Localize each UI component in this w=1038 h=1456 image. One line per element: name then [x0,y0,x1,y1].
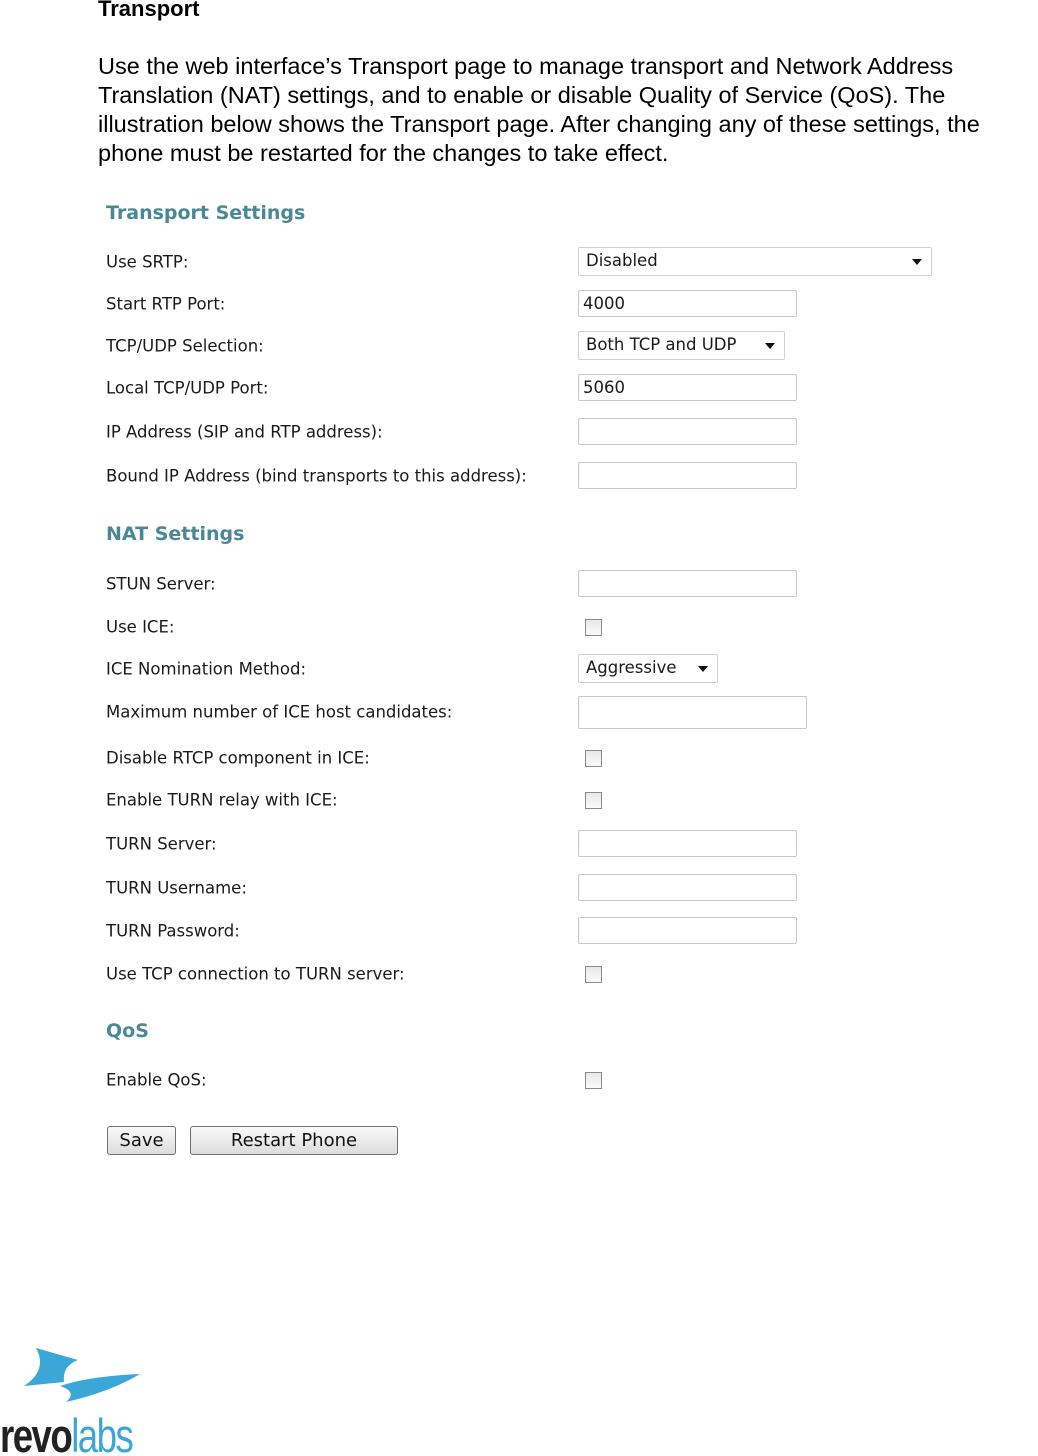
turn-password-label: TURN Password: [106,921,240,941]
use-srtp-value: Disabled [586,251,658,270]
revolabs-logo-text [0,1408,132,1456]
logo-text-labs: labs [71,1409,133,1456]
tcp-udp-value: Both TCP and UDP [586,335,737,354]
intro-paragraph: Use the web interface’s Transport page to manage transport and Network Address Translation (NAT) settings, and to enable or disable Quality of Service (QoS). The illustration below shows the Transport page. After changing any of these settings, the phone must be restarted for the changes to take effect. [98,53,980,166]
use-ice-checkbox[interactable] [585,619,602,636]
section-title: Transport [98,0,200,21]
stun-server-input[interactable] [578,570,797,597]
enable-qos-label: Enable QoS: [106,1070,207,1090]
turn-relay-label: Enable TURN relay with ICE: [106,790,338,810]
enable-qos-checkbox[interactable] [585,1072,602,1089]
turn-server-label: TURN Server: [106,834,217,854]
turn-tcp-checkbox[interactable] [585,966,602,983]
max-ice-input[interactable] [578,696,807,729]
stun-server-label: STUN Server: [106,574,216,594]
bound-ip-input[interactable] [578,462,797,489]
tcp-udp-select[interactable] [578,331,785,360]
qos-heading: QoS [106,1020,149,1042]
turn-password-input[interactable] [578,917,797,944]
turn-username-label: TURN Username: [106,878,247,898]
restart-phone-button[interactable]: Restart Phone [190,1126,398,1155]
chevron-down-icon [765,343,775,349]
nat-settings-heading: NAT Settings [106,523,245,545]
ice-nomination-label: ICE Nomination Method: [106,659,307,679]
chevron-down-icon [698,666,708,672]
tcp-udp-label: TCP/UDP Selection: [106,336,264,356]
ice-nomination-select[interactable] [578,654,718,683]
turn-server-input[interactable] [578,830,797,857]
disable-rtcp-checkbox[interactable] [585,750,602,767]
max-ice-label: Maximum number of ICE host candidates: [106,702,453,722]
logo-text-revo: revo [0,1409,72,1456]
save-button[interactable]: Save [107,1126,176,1155]
turn-tcp-label: Use TCP connection to TURN server: [106,964,405,984]
ip-address-label: IP Address (SIP and RTP address): [106,422,383,442]
ice-nomination-value: Aggressive [586,658,677,677]
use-srtp-select[interactable] [578,247,932,276]
local-port-input[interactable]: 5060 [578,374,797,401]
use-srtp-label: Use SRTP: [106,252,189,272]
bound-ip-label: Bound IP Address (bind transports to this address): [106,466,527,486]
local-port-label: Local TCP/UDP Port: [106,378,269,398]
start-rtp-port-input[interactable]: 4000 [578,290,797,317]
turn-username-input[interactable] [578,874,797,901]
disable-rtcp-label: Disable RTCP component in ICE: [106,748,370,768]
revolabs-logo-icon [0,1346,150,1408]
start-rtp-port-label: Start RTP Port: [106,294,226,314]
turn-relay-checkbox[interactable] [585,792,602,809]
ip-address-input[interactable] [578,418,797,445]
use-ice-label: Use ICE: [106,617,175,637]
chevron-down-icon [912,259,922,265]
transport-settings-heading: Transport Settings [106,202,306,224]
